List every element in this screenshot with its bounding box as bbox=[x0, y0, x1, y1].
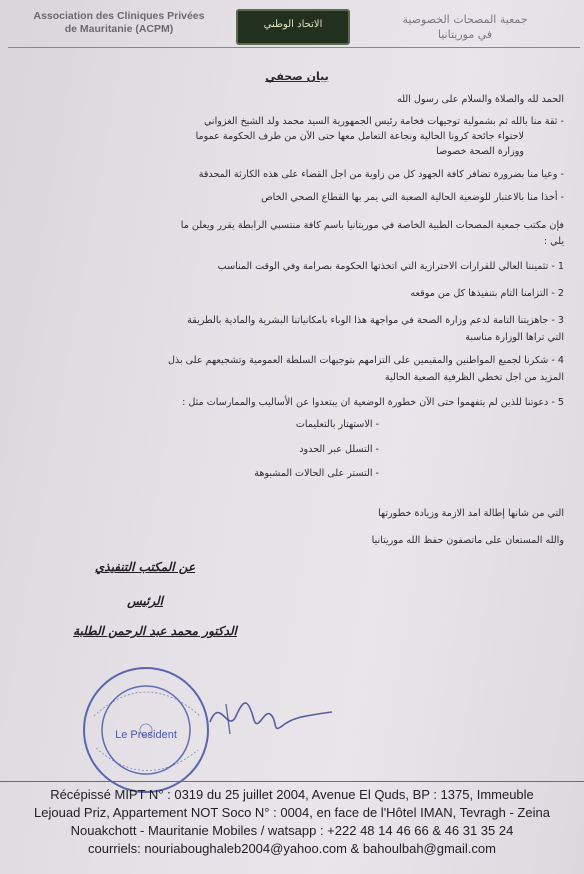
letterhead-french-line1: Association des Cliniques Privées bbox=[33, 10, 205, 22]
letterhead-arabic-line1: جمعية المصحات الخصوصية bbox=[402, 13, 528, 26]
header-divider bbox=[8, 47, 580, 48]
signatory-office: عن المكتب التنفيذي bbox=[94, 560, 196, 574]
footer-line-2: Lejouad Priz, Appartement NOT Soco N° : 0004, en face de l'Hôtel IMAN, Tevragh - Zeina bbox=[34, 805, 550, 820]
paragraph-3: - أخذا منا بالاعتبار للوضعية الحالية الصعبة التي يمر بها القطاع الصحي الخاص bbox=[261, 192, 564, 203]
signatory-role: الرئيس bbox=[127, 594, 163, 608]
paragraph-1-line-1: - ثقة منا بالله ثم بشمولية توجيهات فخامة رئيس الجمهورية السيد محمد ولد الشيخ الغزواني bbox=[203, 116, 564, 127]
footer-line-4: courriels: nouriaboughaleb2004@yahoo.com & bahoulbah@gmail.com bbox=[88, 841, 496, 856]
official-stamp bbox=[66, 660, 226, 800]
item-5: 5 - دعوتنا للذين لم يتفهموا حتى الآن خطورة الوضعية ان يبتعدوا عن الأساليب والممارسات مثل : bbox=[182, 397, 564, 408]
opening-line: الحمد لله والصلاة والسلام على رسول الله bbox=[396, 94, 564, 105]
closing-line-1: التي من شانها إطالة امد الازمة وزيادة خطورتها bbox=[378, 508, 564, 519]
letterhead-french-line2: de Mauritanie (ACPM) bbox=[64, 23, 174, 35]
letterhead-arabic-line2: في موريتانيا bbox=[437, 28, 493, 41]
document-title: بيان صحفي bbox=[265, 70, 329, 83]
item-1: 1 - تثميننا العالي للقرارات الاحترازية التي اتخذتها الحكومة بصرامة وفي الوقت المناسب bbox=[217, 261, 564, 272]
letterhead-french bbox=[14, 10, 224, 36]
footer-line-1: Récépissé MIPT N° : 0319 du 25 juillet 2004, Avenue El Quds, BP : 1375, Immeuble bbox=[50, 787, 534, 802]
association-logo: الاتحاد الوطني bbox=[236, 9, 350, 45]
bullet-1: - الاستهتار بالتعليمات bbox=[295, 419, 379, 430]
decision-intro-line-1: فإن مكتب جمعية المصحات الطبية الخاصة في موريتانيا باسم كافة منتسبي الرابطة يقرر ويعلن ما bbox=[180, 220, 564, 231]
closing-line-2: والله المستعان على ماتصفون حفظ الله موريتانيا bbox=[371, 535, 564, 546]
letter-footer bbox=[0, 786, 584, 858]
decision-intro-line-2: يلي : bbox=[543, 236, 564, 247]
footer-divider bbox=[0, 781, 584, 782]
paragraph-1-line-3: ووزارة الصحة خصوصا bbox=[436, 146, 524, 157]
bullet-3: - التستر على الحالات المشبوهة bbox=[254, 468, 379, 479]
paragraph-2: - وعيا منا بضرورة تضافر كافة الجهود كل من زاوية من اجل القضاء على هذه الكارثة المحدقة bbox=[198, 169, 564, 180]
footer-line-3: Nouakchott - Mauritanie Mobiles / watsapp : +222 48 14 46 66 & 46 31 35 24 bbox=[70, 823, 514, 838]
signatory-name: الدكتور محمد عبد الرحمن الطلبة bbox=[73, 624, 237, 638]
item-3-line-1: 3 - جاهزيتنا التامة لدعم وزارة الصحة في مواجهة هذا الوباء بامكانياتنا البشرية والمادية بالطريقة bbox=[187, 315, 564, 326]
stamp-center-text: Le President bbox=[115, 729, 177, 741]
item-2: 2 - التزامنا التام بتنفيذها كل من موقعه bbox=[410, 288, 564, 299]
item-4-line-2: المزيد من اجل تخطي الظرفية الصعبة الحالية bbox=[384, 372, 564, 383]
handwritten-signature bbox=[206, 690, 336, 740]
item-3-line-2: التي تراها الوزارة مناسبة bbox=[465, 332, 564, 343]
paragraph-1-line-2: لاحتواء جائحة كرونا الحالية ونجاعة التعامل معها حتى الآن من طرف الحكومة عموما bbox=[195, 131, 524, 142]
bullet-2: - التسلل عبر الحدود bbox=[299, 444, 379, 455]
letterhead-arabic bbox=[360, 12, 570, 42]
item-4-line-1: 4 - شكرنا لجميع المواطنين والمقيمين على التزامهم بتوجيهات السلطة العمومية وتشجيعهم على بذل bbox=[167, 355, 564, 366]
